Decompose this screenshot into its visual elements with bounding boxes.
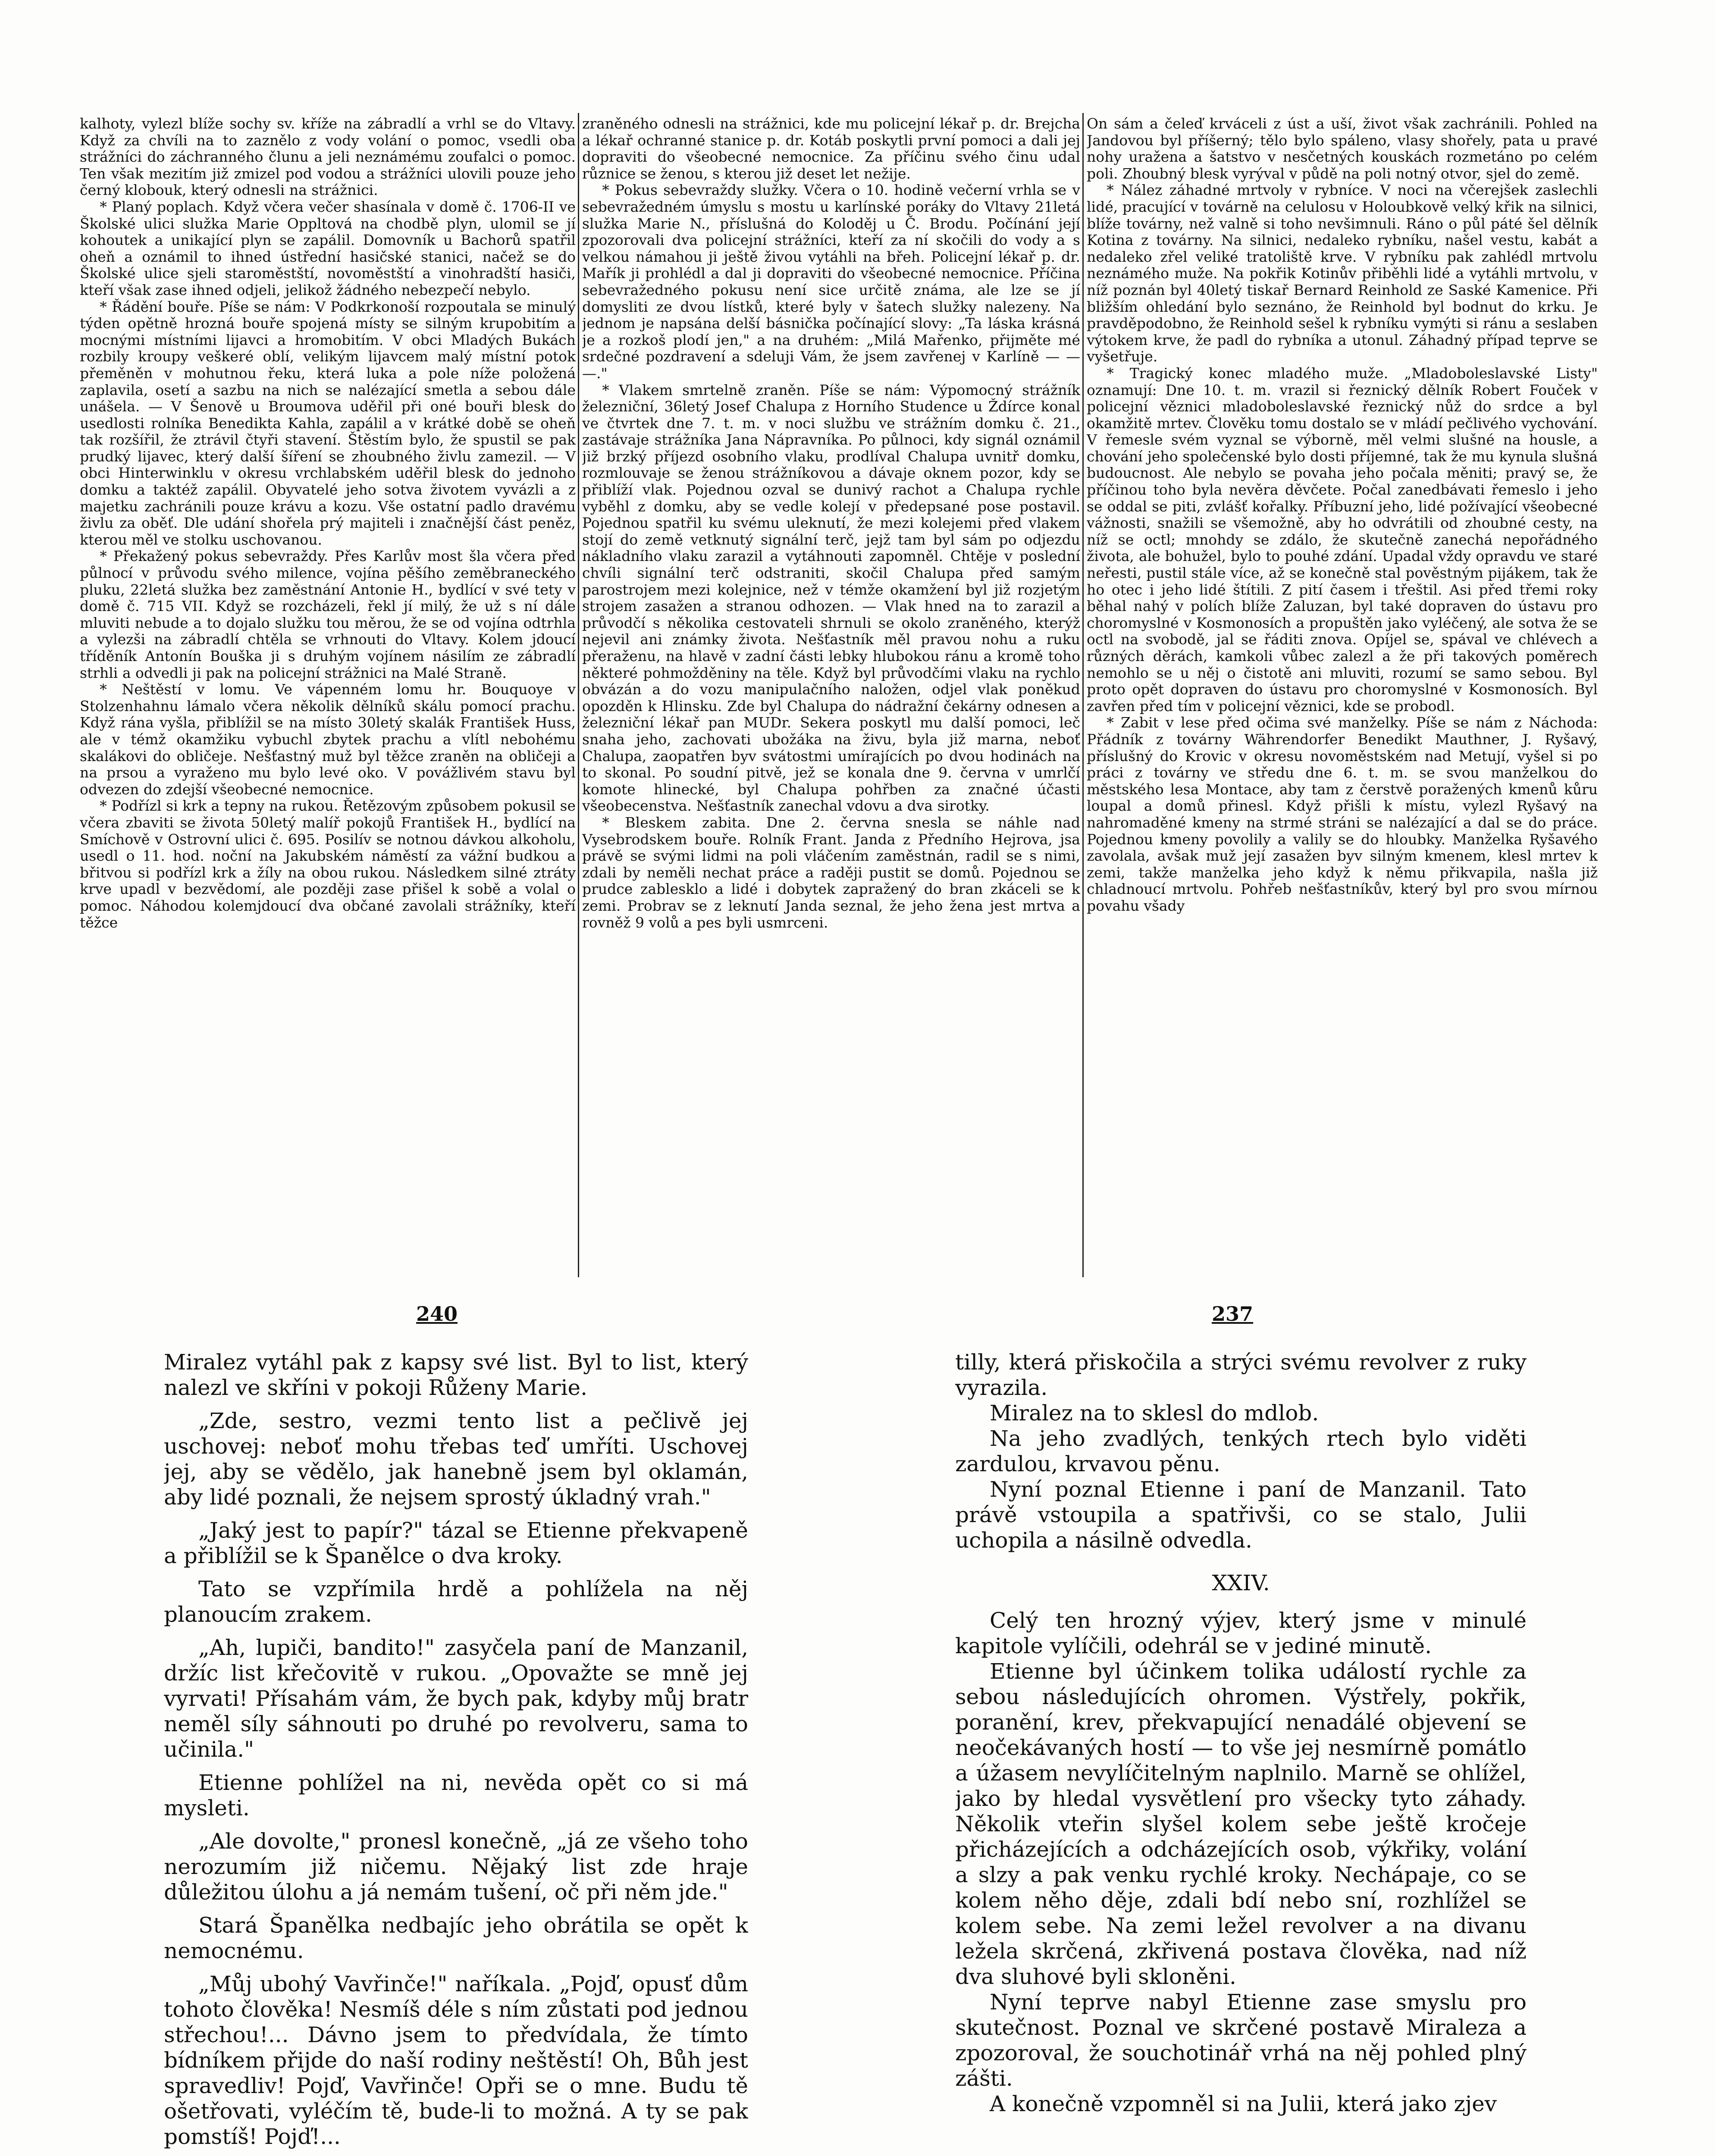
novel-column-left (164, 1350, 748, 2156)
novel-paragraph: tilly, která přiskočila a strýci svému revolver z ruky vyrazila. (955, 1350, 1527, 1400)
news-paragraph: * Překažený pokus sebevraždy. Přes Karlův most šla včera před půlnocí v průvodu svého milence, vojína pěšího zeměbraneckého pluku, 22letá služka bez zaměstnání Antonie H., bydlící v své tety v domě č. 715 VII. Když se rozcházeli, řekl jí milý, že už s ní dále mluviti nebude a to dojalo služku tou měrou, že se od vojína odtrhla a vylezši na zábradlí chtěla se vrhnouti do Vltavy. Kolem jdoucí tříděník Antonín Bouška ji s druhým vojínem násilím ze zábradlí strhli a odvedli ji pak na policejní strážnici na Malé Straně. (80, 548, 576, 681)
chapter-heading: XXIV. (1212, 1570, 1270, 1595)
news-paragraph: * Planý poplach. Když včera večer shasínala v domě č. 1706-II ve Školské ulici služka Marie Oppltová na chodbě plyn, ulomil se jí kohoutek a unikající plyn se zapálil. Domovník u Bachorů spatřil oheň a oznámil to ihned ústřední hasičské stanici, načež se do Školské ulice sjeli staroměstští, novoměstští a vinohradští hasiči, kteří však zase ihned odjeli, jelikož žádného nebezpečí nebylo. (80, 198, 576, 298)
news-paragraph: * Tragický konec mladého muže. „Mladoboleslavské Listy" oznamují: Dne 10. t. m. vrazil si řeznický dělník Robert Fouček v policejní věznici mladoboleslavské řeznický nůž do srdce a byl okamžitě mrtev. Člověku tomu dostalo se v mládí pečlivého vychování. V řemesle svém vyznal se výborně, měl velmi slušné na housle, a chování jeho společenské bylo dosti příjemné, tak že mu kynula slušná budoucnost. Ale nebylo se povaha jeho počala měniti; pravý se, že příčinou toho byla nevěra děvčete. Počal zanedbávati řemeslo i jeho se oddal se piti, zvlášť kořalky. Příbuzní jeho, lidé požívající všeobecné vážnosti, snažili se všemožně, aby ho odvrátili od zhoubné cesty, na níž se octl; mnohdy se zdálo, že skutečně zanechá nepořádného života, ale bohužel, bylo to pouhé zdání. Upadal vždy opravdu ve staré neřesti, pustil stále více, až se konečně stal pověstným pijákem, tak že ho otec i jeho lidé štítili. Z pití časem i třeštil. Asi před třemi roky běhal nahý v polích blíže Zaluzan, byl také dopraven do ústavu pro choromyslné v Kosmonosích a propuštěn jako vyléčený, ale sotva že se octl na svobodě, jal se řáditi znova. Opíjel se, spával ve chlévech a různých děrách, kamkoli vůbec zalezl a že při takových poměrech nemohlo se u něj o čistotě ani mluviti, rozumí se samo sebou. Byl proto opět dopraven do ústavu pro choromyslné v Kosmonosích. Byl zavřen před tím v policejní věznici, kde se probodl. (1087, 364, 1598, 714)
column-divider (1082, 113, 1084, 1277)
news-paragraph: * Vlakem smrtelně zraněn. Píše se nám: Výpomocný strážník železniční, 36letý Josef Chalupa z Horního Studence u Ždírce konal ve čtvrtek dne 7. t. m. v noci službu ve strážním domku č. 21., zastávaje strážníka Jana Nápravníka. Po půlnoci, kdy signál oznámil již brzký příjezd osobního vlaku, prodlíval Chalupa uvnitř domku, rozmlouvaje se ženou strážníkovou a dávaje oknem pozor, kdy se přiblíží vlak. Pojednou ozval se dunivý rachot a Chalupa rychle vyběhl z domku, aby se vedle kolejí v předepsané pose postavil. Pojednou spatřil ku svému uleknutí, že mezi kolejemi před vlakem stojí do země vetknutý signální terč, jejž tam byl sám po odjezdu nákladního vlaku zarazil a vytáhnouti zapomněl. Chtěje v poslední chvíli signální terč odstraniti, skočil Chalupa před samým parostrojem mezi kolejnice, než v témže okamžení byl již rozjetým strojem zasažen a stranou odhozen. — Vlak hned na to zarazil a průvodčí s několika cestovateli shrnuli se okolo zraněného, kterýž nejevil ani známky života. Nešťastník měl pravou nohu a ruku přeraženu, na hlavě v zadní části lebky hlubokou ránu a kromě toho některé pohmožděniny na těle. Když byl průvodčími vlaku na rychlo obvázán a do vozu manipulačního naložen, odjel vlak poněkud opozděn k Hlinsku. Zde byl Chalupa do nádražní čekárny odnesen a železniční lékař pan MUDr. Sekera poskytl mu další pomoci, leč snaha jeho, zachovati ubožáka na živu, byla již marna, neboť Chalupa, zaopatřen byv svátostmi umírajících po dvou hodinách na to skonal. Po soudní pitvě, jež se konala dne 9. června v umrlčí komote hlinecké, byl Chalupa pohřben za značné účasti všeobecenstva. Nešťastník zanechal vdovu a dva sirotky. (582, 381, 1080, 815)
novel-paragraph: Tato se vzpřímila hrdě a pohlížela na něj planoucím zrakem. (164, 1576, 748, 1627)
novel-column-right (955, 1350, 1527, 2156)
page-number-right: 237 (1212, 1302, 1254, 1326)
novel-paragraph: Celý ten hrozný výjev, který jsme v minulé kapitole vylíčili, odehrál se v jediné minutě. (955, 1608, 1527, 1658)
novel-paragraph: „Jaký jest to papír?" tázal se Etienne překvapeně a přiblížil se k Španělce o dva kroky. (164, 1518, 748, 1568)
novel-paragraph: „Můj ubohý Vavřinče!" naříkala. „Pojď, opusť dům tohoto člověka! Nesmíš déle s ním zůstati pod jednou střechou!... Dávno jsem to předvídala, že tímto bídníkem přijde do naší rodiny neštěstí! Oh, Bůh jest spravedliv! Pojď, Vavřinče! Opři se o mne. Budu tě ošetřovati, vyléčím tě, bude-li to možná. A ty se pak pomstíš! Pojď!... (164, 1971, 748, 2149)
novel-paragraph: Nyní teprve nabyl Etienne zase smyslu pro skutečnost. Poznal ve skrčené postavě Miraleza a zpozoroval, že souchotinář vrhá na něj pohled plný zášti. (955, 1990, 1527, 2091)
news-paragraph: zraněného odnesli na strážnici, kde mu policejní lékař p. dr. Brejcha a lékař ochranné stanice p. dr. Kotáb poskytli první pomoci a dali jej dopraviti do všeobecné nemocnice. Za příčinu svého činu udal různice se ženou, s kterou již deset let nežije. (582, 116, 1080, 182)
news-paragraph: kalhoty, vylezl blíže sochy sv. kříže na zábradlí a vrhl se do Vltavy. Když za chvíli na to zaznělo z vody volání o pomoc, vsedli oba strážníci do záchranného člunu a jeli neznámému zoufalci o pomoc. Ten však mezitím již zmizel pod vodou a strážníci ulovili pouze jeho černý klobouk, který odnesli na strážnici. (80, 116, 576, 199)
novel-paragraph: Na jeho zvadlých, tenkých rtech bylo viděti zardulou, krvavou pěnu. (955, 1426, 1527, 1476)
newspaper-column-1 (80, 116, 576, 1280)
novel-paragraph: A konečně vzpomněl si na Julii, která jako zjev (990, 2091, 1497, 2116)
novel-paragraph: „Zde, sestro, vezmi tento list a pečlivě jej uschovej: neboť mohu třebas teď umříti. Uschovej jej, aby se vědělo, jak hanebně jsem byl oklamán, aby lidé poznali, že nejsem sprostý úkladný vrah." (164, 1408, 748, 1510)
novel-paragraph: Miralez vytáhl pak z kapsy své list. Byl to list, který nalezl ve skříni v pokoji Růženy Marie. (164, 1350, 748, 1400)
news-paragraph: * Řádění bouře. Píše se nám: V Podkrkonoší rozpoutala se minulý týden opětně hrozná bouře spojená místy se silným krupobitím a mocnými místními lijavci a hromobitím. V obci Mladých Bukách rozbily kroupy veškeré oblí, velikým lijavcem malý místní potok přeměněn v mohutnou řeku, která luka a pole níže položená zaplavila, osetí a sazbu na nich se nalézající smetla a sebou dále unášela. — V Šenově u Broumova uděřil při oné bouři blesk do usedlosti rolníka Benedikta Kahla, zapálil a v krátké době se oheň tak rozšířil, že ztrávil čtyři stavení. Štěstím bylo, že spustil se pak prudký lijavec, který další šíření se zhoubného živlu zamezil. — V obci Hinterwinklu v okresu vrchlabském uděřil blesk do jednoho domku a taktéž zapálil. Obyvatelé jeho sotva životem vyvázli a z majetku zachránili pouze krávu a kozu. Vše ostatní padlo dravému živlu za oběť. Dle udání shořela prý majiteli i značnější část peněz, kterou měl ve stolku uschovanou. (80, 298, 576, 548)
news-paragraph: * Nález záhadné mrtvoly v rybníce. V noci na včerejšek zaslechli lidé, pracující v továrně na celulosu v Holoubkově velký křik na silnici, blíže továrny, než valně si toho nevšimnuli. Ráno o půl páté šel dělník Kotina z továrny. Na silnici, nedaleko rybníku, našel vestu, kabát a nedaleko zřel veliké tratoliště krve. V rybníku pak zahlédl mrtvolu neznámého muže. Na pokřik Kotinův přiběhli lidé a vytáhli mrtvolu, v níž poznán byl 40letý tiskař Bernard Reinhold ze Saské Kamenice. Při bližším ohledání bylo seznáno, že Reinhold byl bodnut do krku. Je pravděpodobno, že Reinhold sešel k rybníku vymýti si ránu a seslaben výtokem krve, že padl do rybníka a utonul. Záhadný případ teprve se vyšetřuje. (1087, 182, 1598, 365)
newspaper-column-2 (582, 116, 1080, 1280)
news-paragraph: * Neštěstí v lomu. Ve vápenném lomu hr. Bouquoye v Stolzenhahnu lámalo včera několik dělníků skálu pomocí prachu. Když rána vyšla, přiblížil se na místo 30letý skalák František Huss, ale v témž okamžiku vybuchl zbytek prachu a vlítl nebohému skalákovi do obličeje. Nešťastný muž byl těžce zraněn na obličeji a na prsou a vyraženo mu bylo levé oko. V povážlivém stavu byl odvezen do zdejší všeobecné nemocnice. (80, 681, 576, 798)
news-paragraph: On sám a čeleď krváceli z úst a uší, život však zachránili. Pohled na Jandovou byl příšerný; tělo bylo spáleno, vlasy shořely, pata u pravé nohy uražena a šatstvo v nesčetných kouskách rozmetáno po celém poli. Zhoubný blesk vyrýval v půdě na poli notný otvor, sjel do země. (1087, 116, 1598, 182)
news-paragraph: * Zabit v lese před očima své manželky. Píše se nám z Náchoda: Přádník z továrny Währendorfer Benedikt Mauthner, J. Ryšavý, příslušný do Krovic v okresu novoměstském nad Metují, vyšel si po práci z továrny ve středu dne 6. t. m. se svou manželkou do městského lesa Montace, aby tam z čerstvě poražených kmenů kůru loupal a domů přinesl. Když přišli k místu, vylezl Ryšavý na nahromaděné kmeny na strmé stráni se nalézající a dal se do práce. Pojednou kmeny povolily a valily se do hloubky. Manželka Ryšavého zavolala, avšak muž její zasažen byv silným kmenem, klesl mrtev k zemi, takže manželka jeho když k němu přikvapila, našla již chladnoucí mrtvolu. Pohřeb nešťastníkův, který byl pro svou mírnou povahu všady (1087, 714, 1598, 914)
novel-paragraph: Miralez na to sklesl do mdlob. (990, 1401, 1319, 1426)
news-paragraph: * Podřízl si krk a tepny na rukou. Řetězovým způsobem pokusil se včera zbaviti se života 50letý malíř pokojů František H., bydlící na Smíchově v Ostrovní ulici č. 695. Posilív se notnou dávkou alkoholu, usedl o 11. hod. noční na Jakubském náměstí za vážní budkou a břitvou si podřízl krk a žíly na obou rukou. Následkem silné ztráty krve upadl v bezvědomí, ale později zase přišel k sobě a volal o pomoc. Náhodou kolemjdoucí dva občané zavolali strážníky, kteří těžce (80, 797, 576, 931)
novel-paragraph: „Ale dovolte," pronesl konečně, „já ze všeho toho nerozumím již ničemu. Nějaký list zde hraje důležitou úlohu a já nemám tušení, oč při něm jde." (164, 1829, 748, 1905)
novel-paragraph: Nyní poznal Etienne i paní de Manzanil. Tato právě vstoupila a spatřivši, co se stalo, Julii uchopila a násilně odvedla. (955, 1477, 1527, 1553)
novel-paragraph: „Ah, lupiči, bandito!" zasyčela paní de Manzanil, držíc list křečovitě v rukou. „Opovažte se mně jej vyrvati! Přísahám vám, že bych pak, kdyby můj bratr neměl síly sáhnouti po druhé po revolveru, sama to učinila." (164, 1635, 748, 1762)
novel-paragraph: Etienne pohlížel na ni, nevěda opět co si má mysleti. (164, 1770, 748, 1821)
news-paragraph: * Pokus sebevraždy služky. Včera o 10. hodině večerní vrhla se v sebevražedném úmyslu s mostu u karlínské poráky do Vltavy 21letá služka Marie N., příslušná do Koloděj u Č. Brodu. Počínání její zpozorovali dva policejní strážníci, kteří za ní skočili do vody a s velkou námahou ji ještě živou vytáhli na břeh. Policejní lékař p. dr. Mařík ji prohlédl a dal ji dopraviti do všeobecné nemocnice. Příčina sebevražedného pokusu není sice určitě známa, ale lze se jí domysliti ze dvou lístků, které byly v šatech služky nalezeny. Na jednom je napsána delší básnička počínající slovy: „Ta láska krásná je a rozkoš plodí jen," a na druhém: „Milá Mařenko, přijměte mé srdečné pozdravení a sdeluji Vám, že jsem zavřenej v Karlíně — — —." (582, 182, 1080, 382)
news-paragraph: * Bleskem zabita. Dne 2. června snesla se náhle nad Vysebrodskem bouře. Rolník Frant. Janda z Předního Hejrova, jsa právě se svými lidmi na poli vláčením zaměstnán, radil se s nimi, zdali by neměli nechat práce a raději pustit se domů. Pojednou se prudce zablesklo a lidé i dobytek zapražený do bran zkáceli se k zemi. Probrav se z leknutí Janda seznal, že jeho žena jest mrtva a rovněž 9 volů a pes byli usmrceni. (582, 814, 1080, 931)
column-divider (578, 113, 579, 1277)
newspaper-column-3 (1087, 116, 1598, 1280)
novel-paragraph: Stará Španělka nedbajíc jeho obrátila se opět k nemocnému. (164, 1913, 748, 1963)
novel-paragraph: Etienne byl účinkem tolika událostí rychle za sebou následujících ohromen. Výstřely, pokřik, poranění, krev, překvapující nenadálé objevení se neočekávaných hostí — to vše jej nesmírně pomátlo a úžasem nevylíčitelným naplnilo. Marně se ohlížel, jako by hledal vysvětlení pro všecky tyto záhady. Několik vteřin slyšel kolem sebe ještě kročeje přicházejících a odcházejících osob, výkřiky, volání a slzy a pak venku rychlé kroky. Nechápaje, co se kolem něho děje, zdali bdí nebo sní, rozhlížel se kolem sebe. Na zemi ležel revolver a na divanu ležela skrčená, zkřivená postava člověka, nad níž dva sluhové byli skloněni. (955, 1659, 1527, 1989)
page-number-left: 240 (416, 1302, 458, 1326)
